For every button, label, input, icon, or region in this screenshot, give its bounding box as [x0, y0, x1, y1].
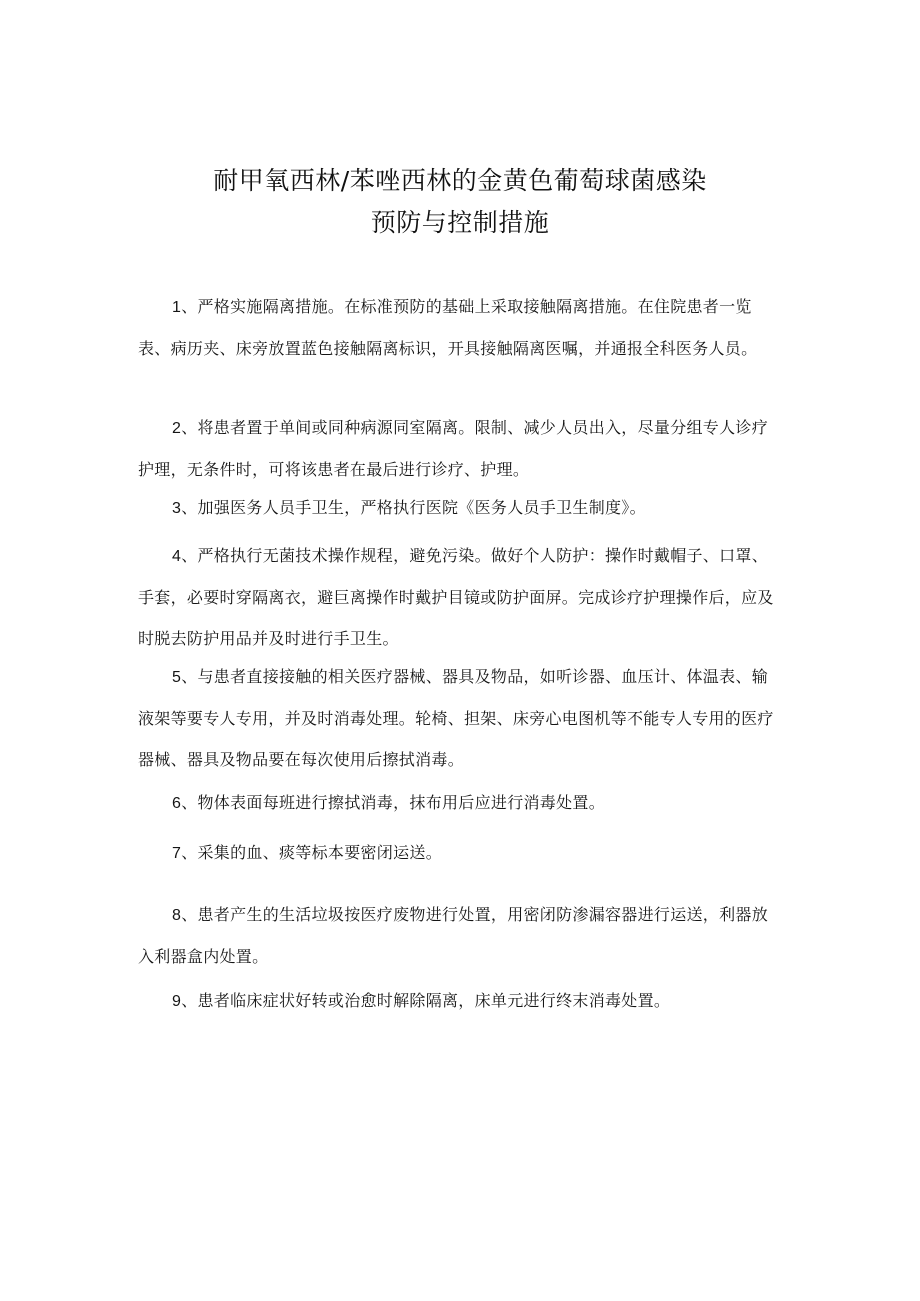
measure-item-1 [138, 286, 774, 369]
item-number: 8 [172, 907, 182, 924]
item-text: 、加强医务人员手卫生，严格执行医院《医务人员手卫生制度》。 [181, 498, 646, 517]
item-number: 3 [172, 500, 182, 517]
item-number: 6 [172, 795, 182, 812]
item-text: 、采集的血、痰等标本要密闭运送。 [181, 843, 443, 862]
item-text: 、患者产生的生活垃圾按医疗废物进行处置，用密闭防渗漏容器进行运送，利器放入利器盒内处置。 [138, 905, 769, 966]
document-title-line-1: 耐甲氧西林/苯唑西林的金黄色葡萄球菌感染 [213, 166, 707, 195]
measure-item-7 [138, 832, 774, 874]
item-text: 、将患者置于单间或同种病源同室隔离。限制、减少人员出入，尽量分组专人诊疗护理，无条件时，可将该患者在最后进行诊疗、护理。 [138, 418, 769, 479]
item-text: 、物体表面每班进行擦拭消毒，抹布用后应进行消毒处置。 [181, 793, 606, 812]
measure-item-6 [138, 782, 774, 824]
item-number: 2 [172, 420, 182, 437]
item-text: 、严格执行无菌技术操作规程，避免污染。做好个人防护：操作时戴帽子、口罩、手套，必要时穿隔离衣，避巨离操作时戴护目镜或防护面屏。完成诊疗护理操作后，应及时脱去防护用品并及时进行手卫生。 [138, 546, 774, 648]
measure-item-8 [138, 894, 774, 977]
item-number: 1 [172, 299, 182, 316]
measure-item-4 [138, 535, 774, 659]
measure-item-2 [138, 407, 774, 490]
measure-item-5 [138, 656, 774, 780]
item-text: 、严格实施隔离措施。在标准预防的基础上采取接触隔离措施。在住院患者一览表、病历夹、床旁放置蓝色接触隔离标识，开具接触隔离医嘱，并通报全科医务人员。 [138, 297, 758, 358]
item-number: 7 [172, 845, 182, 862]
item-number: 5 [172, 669, 182, 686]
measure-item-9 [138, 980, 774, 1022]
item-number: 4 [172, 548, 182, 565]
measure-item-3 [138, 487, 774, 529]
item-text: 、与患者直接接触的相关医疗器械、器具及物品，如听诊器、血压计、体温表、输液架等要专人专用，并及时消毒处理。轮椅、担架、床旁心电图机等不能专人专用的医疗器械、器具及物品要在每次使用后擦拭消毒。 [138, 667, 774, 769]
item-number: 9 [172, 993, 182, 1010]
document-title-line-2: 预防与控制措施 [370, 208, 550, 237]
item-text: 、患者临床症状好转或治愈时解除隔离，床单元进行终末消毒处置。 [181, 991, 671, 1010]
